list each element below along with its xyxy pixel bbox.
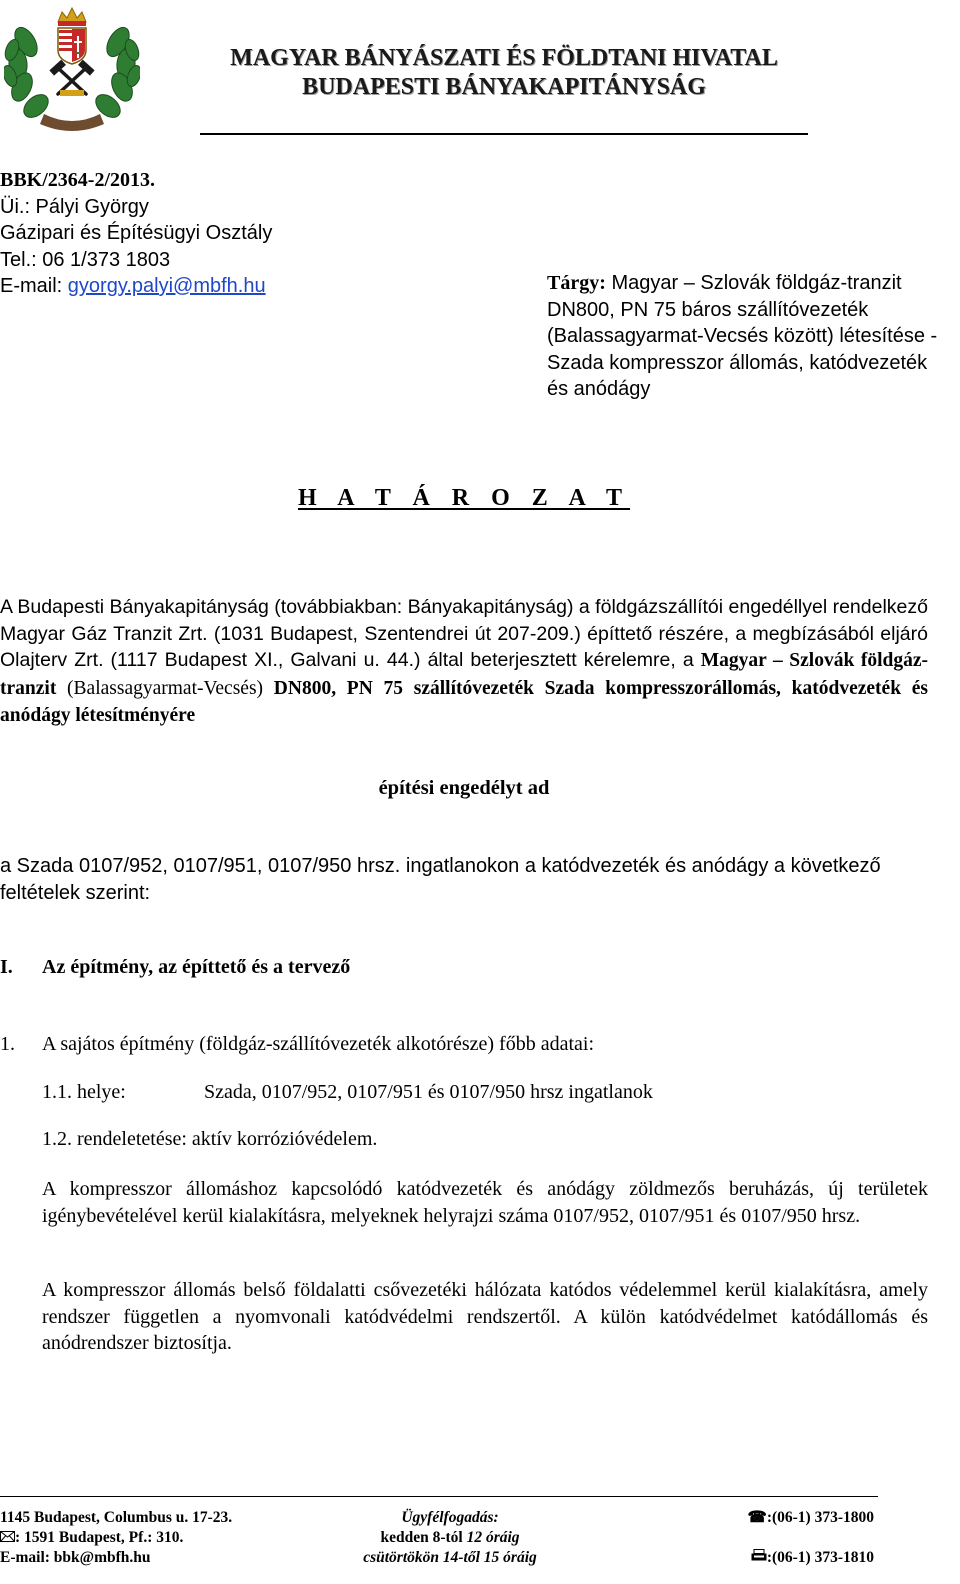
hours-row-2: csütörtökön 14-től 15 óráig xyxy=(363,1549,537,1566)
footer-phone: :(06-1) 373-1800 xyxy=(766,1509,874,1526)
section-title: Az építmény, az építtető és a tervező xyxy=(42,956,351,978)
list-item xyxy=(0,1033,594,1056)
sub-item-label: 1.1. helye: xyxy=(42,1081,126,1103)
intro-paragraph: A Budapesti Bányakapitányság (továbbiakban: Bányakapitányság) a földgázszállítói engedéllyel rendelkező Magyar Gáz Tranzit Zrt. (1031 Budapest, Szentendrei út 207-209.) építtető részére, a megbízásából eljáró Olajterv Zrt. (1117 Budapest XI., Galvani u. 44.) által beterjesztett kérelemre, a Magyar – Szlovák földgáz-tranzit (Balassagyarmat-Vecsés) DN800, PN 75 szállítóvezeték Szada kompresszorállomás, katódvezeték és anódágy létesítményére xyxy=(0,596,929,726)
item-number: 1. xyxy=(0,1033,15,1055)
subject xyxy=(547,270,943,403)
department: Gázipari és Építésügyi Osztály xyxy=(0,222,273,244)
intro-bold-facility: DN800, PN 75 szállítóvezeték Szada kompresszorállomás, katódvezeték és anódágy létesítményére xyxy=(0,677,929,726)
email-row xyxy=(0,273,272,300)
paragraph-compressor-1: A kompresszor állomáshoz kapcsolódó katódvezeték és anódágy zöldmezős beruházás, új területek igénybevételével kerül kialakításra, melyeknek helyrajzi száma 0107/952, 0107/951 és 0107/950 hrsz. xyxy=(42,1178,928,1227)
footer-hours-block xyxy=(300,1508,600,1568)
section-heading xyxy=(0,956,350,979)
footer-divider xyxy=(0,1496,878,1497)
grant-statement: építési engedélyt ad xyxy=(378,777,550,799)
item-text: A sajátos építmény (földgáz-szállítóvezeték alkotórésze) főbb adatai: xyxy=(42,1033,595,1055)
footer-fax-row xyxy=(700,1548,874,1568)
footer-address: 1145 Budapest, Columbus u. 17-23. xyxy=(0,1509,233,1526)
footer-phone-row xyxy=(700,1508,874,1528)
org-line-1: MAGYAR BÁNYÁSZATI ÉS FÖLDTANI HIVATAL xyxy=(230,45,778,71)
organization-name xyxy=(200,44,808,102)
email-label: E-mail: xyxy=(0,275,68,297)
footer-email: E-mail: bbk@mbfh.hu xyxy=(0,1549,151,1566)
footer-pobox-row xyxy=(0,1528,232,1548)
contact-person: Üi.: Pályi György xyxy=(0,195,149,218)
paragraph-compressor-2: A kompresszor állomás belső földalatti csővezetéki hálózata katódos védelemmel kerül kialakításra, amely rendszer független a nyomvonali katódvédelmi rendszertől. A külön katódvédelmet katódállomás és anódrendszer biztosítja. xyxy=(42,1279,928,1354)
footer-contact-block xyxy=(700,1508,874,1568)
subject-text: Magyar – Szlovák földgáz-tranzit DN800, PN 75 báros szállítóvezeték (Balassagyarmat-Vecsés között) létesítése - Szada kompresszor állomás, katódvezeték és anódágy xyxy=(547,272,938,400)
reference-number: BBK/2364-2/2013. xyxy=(0,169,156,191)
hours-row-1: kedden 8-tól 12 óráig xyxy=(380,1529,520,1546)
intro-bold-project: Magyar – Szlovák földgáz-tranzit xyxy=(0,650,928,699)
subject-label: Tárgy: xyxy=(547,272,606,294)
footer-fax: :(06-1) 373-1810 xyxy=(766,1549,874,1566)
sub-item-purpose: 1.2. rendeletetése: aktív korrózióvédelem. xyxy=(42,1128,378,1150)
sub-item-value: Szada, 0107/952, 0107/951 és 0107/950 hrsz ingatlanok xyxy=(204,1081,653,1103)
phone: Tel.: 06 1/373 1803 xyxy=(0,248,171,271)
section-number: I. xyxy=(0,956,13,978)
hours-title: Ügyfélfogadás: xyxy=(401,1509,499,1526)
telephone-icon: ☎ xyxy=(747,1509,767,1526)
document-title: H A T Á R O Z A T xyxy=(297,485,631,511)
footer-pobox: : 1591 Budapest, Pf.: 310. xyxy=(15,1529,184,1546)
envelope-icon xyxy=(0,1528,15,1548)
header-divider xyxy=(200,133,808,135)
sub-item-location xyxy=(42,1081,653,1104)
org-line-2: BUDAPESTI BÁNYAKAPITÁNYSÁG xyxy=(302,74,706,100)
fax-icon xyxy=(751,1548,767,1568)
footer-address-block xyxy=(0,1508,232,1568)
coat-of-arms-icon xyxy=(4,2,140,136)
email-link[interactable]: gyorgy.palyi@mbfh.hu xyxy=(67,275,266,297)
sender-block xyxy=(0,167,272,300)
location-paragraph: a Szada 0107/952, 0107/951, 0107/950 hrsz. ingatlanokon a katódvezeték és anódágy a következő feltételek szerint: xyxy=(0,855,881,904)
